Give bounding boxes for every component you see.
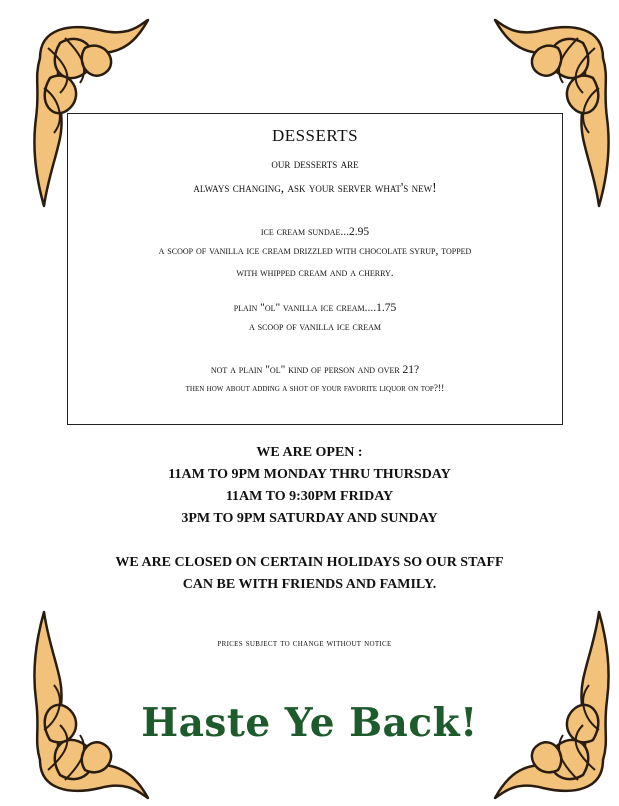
opening-hours — [0, 442, 619, 530]
dessert-item-vanilla — [68, 302, 562, 338]
item-description-line-1: a scoop of vanilla ice cream — [248, 321, 382, 333]
holiday-closure-notice — [0, 552, 619, 596]
liquor-note-line-1: not a plain "ol" kind of person and over 21? — [210, 364, 420, 376]
item-description-line-1: a scoop of vanilla ice cream drizzled with chocolate syrup, topped — [158, 245, 472, 257]
dessert-item-sundae — [68, 226, 562, 284]
hours-line: 11AM TO 9:30PM FRIDAY — [225, 489, 394, 504]
desserts-title: DESSERTS — [271, 126, 359, 145]
hours-line: 3PM TO 9PM SATURDAY AND SUNDAY — [181, 511, 438, 526]
closure-line-2: CAN BE WITH FRIENDS AND FAMILY. — [182, 577, 437, 592]
desserts-intro — [68, 152, 562, 200]
closure-line-1: WE ARE CLOSED ON CERTAIN HOLIDAYS SO OUR STAFF — [115, 555, 504, 570]
desserts-box — [67, 113, 563, 425]
item-name: plain "ol" vanilla ice cream....1.75 — [233, 302, 397, 314]
liquor-note-line-2: then how about adding a shot of your favorite liquor on top?!! — [185, 384, 445, 394]
liquor-note — [68, 364, 562, 394]
intro-line-2: always changing, ask your server what's new! — [193, 180, 437, 195]
item-description-line-2: with whipped cream and a cherry. — [236, 267, 394, 279]
prices-disclaimer: prices subject to change without notice — [217, 638, 392, 649]
hours-heading: WE ARE OPEN : — [256, 445, 363, 460]
intro-line-1: our desserts are — [271, 156, 359, 171]
hours-line: 11AM TO 9PM MONDAY THRU THURSDAY — [168, 467, 451, 482]
haste-ye-back-heading: Haste Ye Back! — [141, 700, 478, 746]
item-name: ice cream sundae...2.95 — [260, 226, 370, 238]
